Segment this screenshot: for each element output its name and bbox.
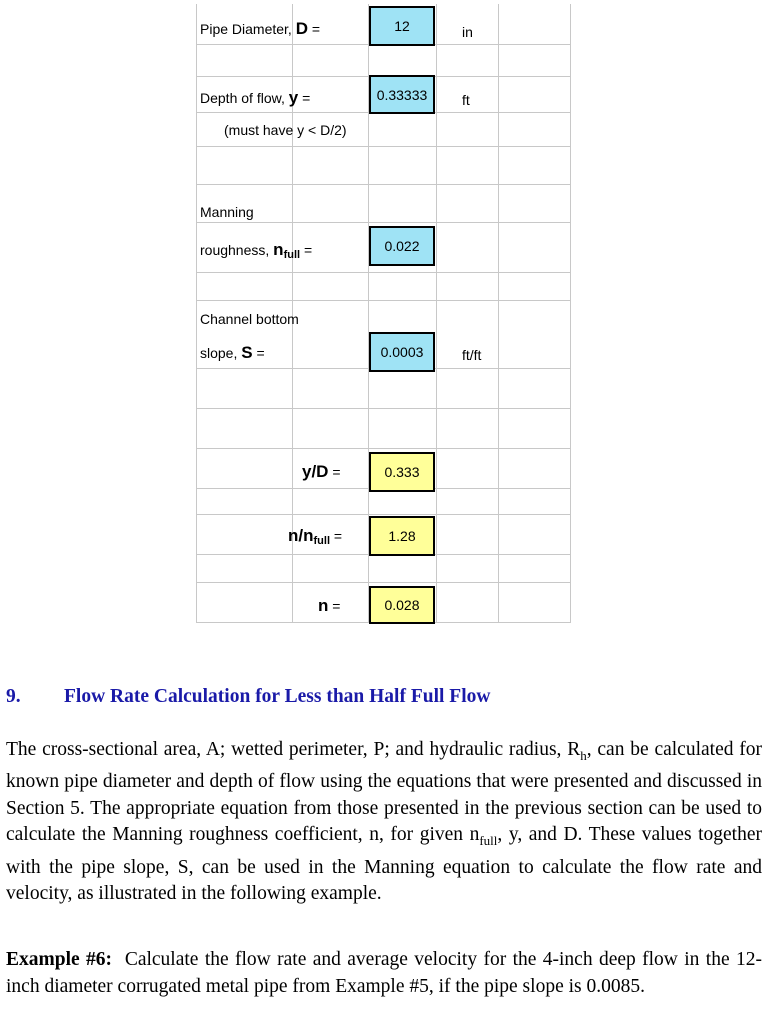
n-ratio-label: $n/n_{full}$ = [288, 526, 343, 547]
depth-unit: ft [462, 92, 470, 108]
grid-line [196, 272, 571, 273]
section-heading [6, 686, 490, 708]
grid-line [196, 300, 571, 301]
manning-label-line1: Manning [200, 204, 254, 220]
n-value-output: 0.028 [369, 586, 435, 624]
slope-input[interactable]: 0.0003 [369, 332, 435, 372]
spreadsheet [196, 4, 571, 623]
grid-line [196, 408, 571, 409]
depth-label: Depth of flow, y = [200, 88, 311, 107]
depth-note: (must have y < D/2) [224, 122, 347, 138]
grid-line [196, 514, 571, 515]
n-ratio-output: 1.28 [369, 516, 435, 556]
grid-line [436, 4, 437, 623]
grid-line [196, 222, 571, 223]
pipe-diameter-unit: in [462, 24, 473, 40]
n-value-label: n = [318, 596, 341, 615]
manning-label-line2: roughness, $n_{full}$ = [200, 240, 313, 261]
grid-line [196, 4, 197, 623]
grid-line [196, 146, 571, 147]
example-text: Calculate the flow rate and average velocity for the 4-inch deep flow in the 12-inch diameter corrugated metal pipe from Example #5, if the pipe slope is 0.0085. [6, 949, 763, 997]
slope-label-line2: slope, S = [200, 343, 265, 362]
manning-input[interactable]: 0.022 [369, 226, 435, 266]
y-over-d-label: y/D = [302, 462, 341, 481]
example-label: Example #6: [6, 949, 113, 970]
grid-line [196, 448, 571, 449]
section-number: 9. [6, 686, 21, 707]
grid-line [570, 4, 571, 623]
depth-input[interactable]: 0.33333 [369, 75, 435, 114]
section-title: Flow Rate Calculation for Less than Half Full Flow [64, 686, 491, 707]
body-paragraph: The cross-sectional area, A; wetted perimeter, P; and hydraulic radius, $R_h$, can be calculated for known pipe diameter and depth of flow using the equations that were presented and discussed in Section 5. The appropriate equation from those presented in the previous section can be used to calculate the Manning roughness coefficient, n, for given $n_{full}$, y, and D. These values together with the pipe slope, S, can be used in the Manning equation to calculate the flow rate and velocity, as illustrated in the following example. [6, 739, 763, 905]
pipe-diameter-label: Pipe Diameter, D = [200, 19, 321, 38]
slope-label-line1: Channel bottom [200, 311, 299, 327]
grid-line [196, 582, 571, 583]
grid-line [498, 4, 499, 623]
y-over-d-output: 0.333 [369, 452, 435, 492]
grid-line [196, 184, 571, 185]
slope-unit: ft/ft [462, 347, 482, 363]
pipe-diameter-input[interactable]: 12 [369, 6, 435, 46]
example-paragraph [6, 947, 762, 1000]
